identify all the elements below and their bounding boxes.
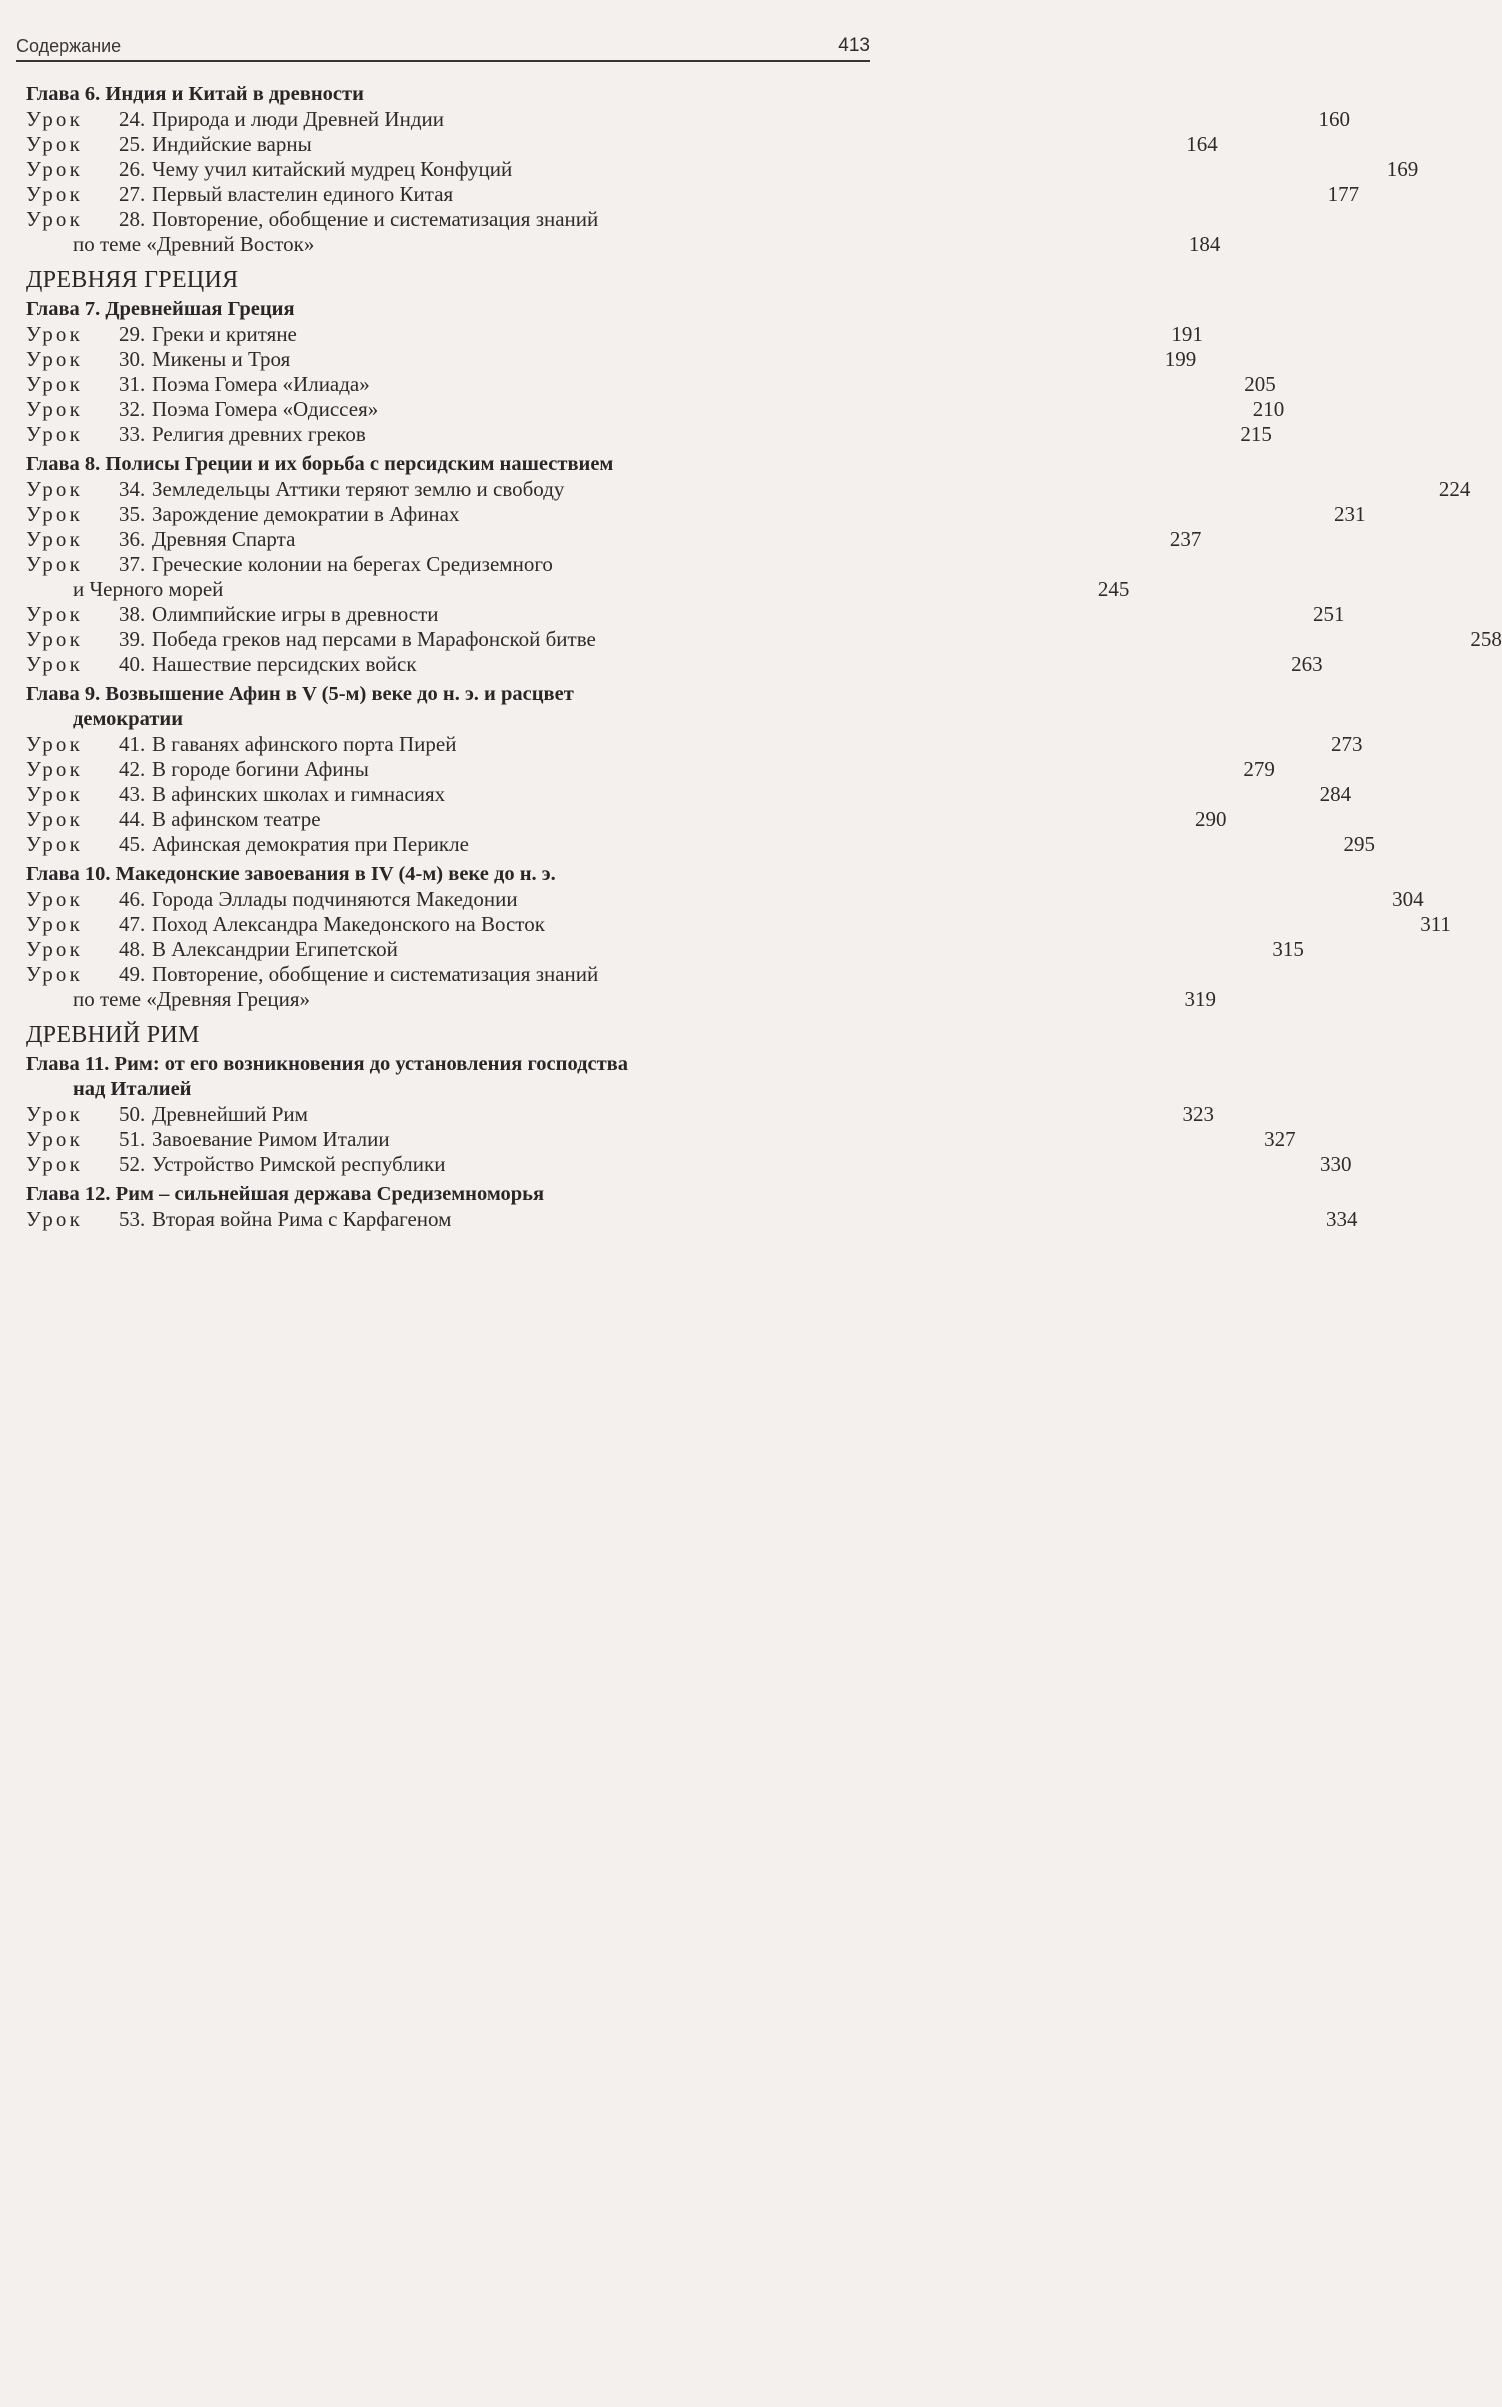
- toc-entry[interactable]: [26, 322, 1203, 347]
- lesson-number: 36.: [119, 527, 146, 551]
- lesson-number: 34.: [119, 477, 146, 501]
- lesson-title: Природа и люди Древней Индии: [152, 107, 444, 131]
- chapter-heading: [26, 82, 870, 107]
- lesson-title: Чему учил китайский мудрец Конфуций: [152, 157, 513, 181]
- lesson-number: 26.: [119, 157, 146, 181]
- lesson-title: В афинских школах и гимнасиях: [152, 782, 446, 806]
- lesson-title: Первый властелин единого Китая: [152, 182, 454, 206]
- lesson-title: Поэма Гомера «Илиада»: [152, 372, 370, 396]
- toc-entry[interactable]: [26, 652, 1323, 677]
- lesson-label: Урок: [26, 1152, 84, 1176]
- lesson-page: 304: [1392, 887, 1424, 911]
- chapter-title-continued: демократии: [73, 708, 184, 730]
- lesson-number: 39.: [119, 627, 146, 651]
- lesson-page: 237: [1169, 527, 1202, 551]
- lesson-label: Урок: [26, 477, 84, 501]
- lesson-page: 164: [1186, 132, 1218, 156]
- lesson-title: В городе богини Афины: [152, 757, 369, 781]
- lesson-title: Города Эллады подчиняются Македонии: [152, 887, 518, 911]
- lesson-number: 28.: [119, 207, 146, 231]
- lesson-page: 191: [1171, 322, 1203, 346]
- lesson-title: Поэма Гомера «Одиссея»: [152, 397, 379, 421]
- lesson-title-continued: по теме «Древний Восток»: [73, 232, 315, 256]
- lesson-title: В гаванях афинского порта Пирей: [152, 732, 457, 756]
- lesson-page: 160: [1318, 107, 1350, 131]
- lesson-label: Урок: [26, 1102, 84, 1126]
- lesson-number: 53.: [119, 1207, 146, 1231]
- toc-entry[interactable]: [26, 1127, 1296, 1152]
- lesson-label: Урок: [26, 732, 84, 756]
- toc-entry[interactable]: [26, 602, 1345, 627]
- lesson-title: Нашествие персидских войск: [152, 652, 417, 676]
- lesson-page: 273: [1330, 732, 1363, 756]
- lesson-page: 295: [1343, 832, 1375, 856]
- lesson-number: 43.: [119, 782, 146, 806]
- chapter-title: Глава 7. Древнейшая Греция: [26, 298, 295, 320]
- lesson-page: 290: [1195, 807, 1227, 831]
- lesson-label: Урок: [26, 502, 84, 526]
- lesson-number: 25.: [119, 132, 146, 156]
- lesson-number: 42.: [119, 757, 146, 781]
- lesson-page: 231: [1334, 502, 1366, 526]
- lesson-label: Урок: [26, 157, 84, 181]
- lesson-number: 41.: [119, 732, 146, 756]
- toc-entry[interactable]: [26, 397, 1285, 422]
- entry-line-continued: [26, 232, 1221, 257]
- lesson-page: 315: [1272, 937, 1304, 961]
- lesson-title: Микены и Троя: [152, 347, 291, 371]
- lesson-title: В Александрии Египетской: [152, 937, 398, 961]
- lesson-label: Урок: [26, 182, 84, 206]
- lesson-label: Урок: [26, 937, 84, 961]
- lesson-label: Урок: [26, 132, 84, 156]
- part-heading: ДРЕВНЯЯ ГРЕЦИЯ: [26, 267, 239, 293]
- running-head: [16, 34, 870, 62]
- lesson-label: Урок: [26, 807, 84, 831]
- lesson-number: 47.: [119, 912, 146, 936]
- toc-entry[interactable]: [26, 937, 1304, 962]
- lesson-title: Завоевание Римом Италии: [152, 1127, 390, 1151]
- lesson-title: Греки и критяне: [152, 322, 297, 346]
- entry-line-continued: [26, 577, 1130, 602]
- lesson-number: 37.: [119, 552, 146, 576]
- lesson-number: 38.: [119, 602, 146, 626]
- lesson-page: 327: [1264, 1127, 1296, 1151]
- lesson-number: 29.: [119, 322, 146, 346]
- lesson-label: Урок: [26, 322, 84, 346]
- lesson-label: Урок: [26, 397, 84, 421]
- lesson-title: Древняя Спарта: [152, 527, 296, 551]
- lesson-page: 334: [1325, 1207, 1358, 1231]
- toc-entry[interactable]: [26, 347, 1197, 372]
- toc-entry[interactable]: [26, 372, 1276, 397]
- lesson-label: Урок: [26, 1207, 84, 1231]
- lesson-number: 49.: [119, 962, 146, 986]
- lesson-page: 319: [1184, 987, 1216, 1011]
- lesson-label: Урок: [26, 757, 84, 781]
- lesson-page: 284: [1319, 782, 1352, 806]
- lesson-label: Урок: [26, 1127, 84, 1151]
- lesson-number: 45.: [119, 832, 146, 856]
- lesson-title: Зарождение демократии в Афинах: [152, 502, 460, 526]
- lesson-title: Религия древних греков: [152, 422, 366, 446]
- toc-entry[interactable]: [26, 807, 1227, 832]
- lesson-number: 24.: [119, 107, 146, 131]
- lesson-label: Урок: [26, 602, 84, 626]
- chapter-title: Глава 11. Рим: от его возникновения до установления господства: [26, 1053, 628, 1075]
- lesson-page: 169: [1386, 157, 1419, 181]
- lesson-number: 30.: [119, 347, 146, 371]
- lesson-label: Урок: [26, 887, 84, 911]
- toc-entry[interactable]: [26, 527, 1202, 552]
- toc-entry[interactable]: [26, 132, 1218, 157]
- lesson-title-continued: по теме «Древняя Греция»: [73, 987, 310, 1011]
- lesson-title: Повторение, обобщение и систематизация знаний: [152, 207, 599, 231]
- lesson-label: Урок: [26, 652, 84, 676]
- lesson-page: 311: [1420, 912, 1451, 936]
- lesson-number: 48.: [119, 937, 146, 961]
- lesson-label: Урок: [26, 527, 84, 551]
- table-of-contents: [26, 81, 1502, 1232]
- lesson-label: Урок: [26, 207, 84, 231]
- lesson-title: Победа греков над персами в Марафонской битве: [152, 627, 596, 651]
- toc-entry[interactable]: [26, 422, 1272, 447]
- lesson-page: 279: [1243, 757, 1275, 781]
- lesson-page: 323: [1182, 1102, 1214, 1126]
- lesson-label: Урок: [26, 552, 84, 576]
- lesson-title: В афинском театре: [152, 807, 321, 831]
- lesson-page: 245: [1097, 577, 1130, 601]
- lesson-page: 258: [1470, 627, 1502, 651]
- lesson-title: Повторение, обобщение и систематизация знаний: [152, 962, 599, 986]
- lesson-number: 51.: [119, 1127, 146, 1151]
- toc-entry[interactable]: [26, 1102, 1214, 1127]
- part-heading: ДРЕВНИЙ РИМ: [26, 1022, 200, 1048]
- chapter-title-continued: над Италией: [73, 1078, 192, 1100]
- lesson-page: 177: [1327, 182, 1360, 206]
- lesson-number: 32.: [119, 397, 146, 421]
- lesson-page: 210: [1252, 397, 1285, 421]
- page-number: 413: [838, 35, 870, 56]
- lesson-label: Урок: [26, 422, 84, 446]
- lesson-number: 35.: [119, 502, 146, 526]
- lesson-page: 224: [1438, 477, 1471, 501]
- lesson-title: Афинская демократия при Перикле: [152, 832, 469, 856]
- running-head-title: Содержание: [16, 36, 122, 56]
- lesson-page: 199: [1164, 347, 1197, 371]
- lesson-page: 215: [1240, 422, 1272, 446]
- lesson-label: Урок: [26, 372, 84, 396]
- lesson-label: Урок: [26, 832, 84, 856]
- lesson-number: 46.: [119, 887, 146, 911]
- toc-entry[interactable]: [26, 757, 1275, 782]
- lesson-page: 330: [1319, 1152, 1352, 1176]
- entry-line-continued: [26, 987, 1216, 1012]
- lesson-title: Греческие колонии на берегах Средиземного: [152, 552, 553, 576]
- lesson-label: Урок: [26, 107, 84, 131]
- lesson-title: Вторая война Рима с Карфагеном: [152, 1207, 452, 1231]
- lesson-page: 263: [1291, 652, 1323, 676]
- lesson-number: 31.: [119, 372, 146, 396]
- lesson-title: Индийские варны: [152, 132, 312, 156]
- toc-entry[interactable]: [26, 107, 1350, 132]
- lesson-title: Земледельцы Аттики теряют землю и свободу: [152, 477, 565, 501]
- lesson-title: Устройство Римской республики: [152, 1152, 446, 1176]
- lesson-number: 40.: [119, 652, 146, 676]
- lesson-title: Олимпийские игры в древности: [152, 602, 439, 626]
- chapter-title: Глава 8. Полисы Греции и их борьба с персидским нашествием: [26, 453, 614, 475]
- lesson-label: Урок: [26, 347, 84, 371]
- lesson-number: 44.: [119, 807, 146, 831]
- lesson-number: 27.: [119, 182, 146, 206]
- chapter-title: Глава 12. Рим – сильнейшая держава Средиземноморья: [26, 1183, 545, 1205]
- lesson-number: 52.: [119, 1152, 146, 1176]
- lesson-number: 50.: [119, 1102, 146, 1126]
- lesson-label: Урок: [26, 782, 84, 806]
- lesson-page: 251: [1313, 602, 1345, 626]
- chapter-title: Глава 9. Возвышение Афин в V (5-м) веке до н. э. и расцвет: [26, 683, 574, 705]
- lesson-title: Поход Александра Македонского на Восток: [152, 912, 545, 936]
- lesson-label: Урок: [26, 627, 84, 651]
- lesson-page: 184: [1188, 232, 1221, 256]
- chapter-title: Глава 6. Индия и Китай в древности: [26, 83, 364, 105]
- lesson-page: 205: [1244, 372, 1276, 396]
- lesson-label: Урок: [26, 962, 84, 986]
- lesson-title-continued: и Черного морей: [73, 577, 224, 601]
- lesson-title: Древнейший Рим: [152, 1102, 308, 1126]
- lesson-number: 33.: [119, 422, 146, 446]
- chapter-title: Глава 10. Македонские завоевания в IV (4-м) веке до н. э.: [26, 863, 556, 885]
- lesson-label: Урок: [26, 912, 84, 936]
